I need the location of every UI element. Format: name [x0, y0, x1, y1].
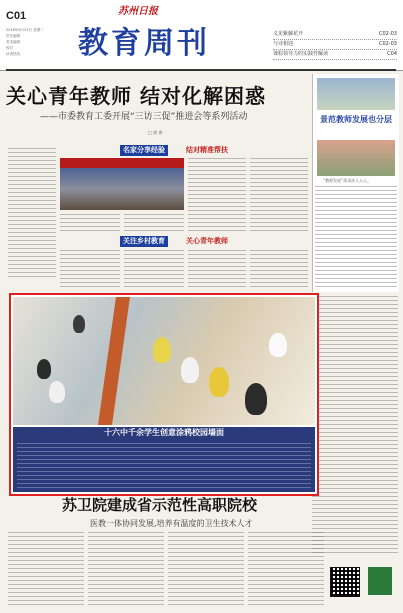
student: [181, 357, 199, 383]
section-label-famous: 名家分享经验: [120, 145, 168, 156]
date-line: 美术编辑: [6, 40, 20, 44]
body-text-block: [188, 250, 246, 290]
feature-photo: [13, 297, 315, 425]
toc-item[interactable]: 义见紫藤花开 C02-03: [273, 30, 397, 40]
body-text-block: [124, 214, 184, 234]
body-text-block: [8, 148, 56, 278]
date-line: 责任编辑: [6, 34, 20, 38]
body-text-block: [248, 532, 324, 608]
date-line: 读者热线: [6, 52, 20, 56]
feature-title: 十六中千余学生创意涂鸦校园墙面: [13, 427, 315, 439]
body-text-block: [188, 158, 246, 234]
date-line: 2016年6月23日 星期二: [6, 28, 44, 32]
student: [209, 367, 229, 397]
side-photo: [317, 140, 395, 176]
body-text-block: [315, 186, 397, 290]
body-text-block: [8, 532, 84, 608]
date-line: 校对: [6, 46, 13, 50]
paper-logo: 苏州日报: [118, 6, 158, 17]
page-header: [0, 0, 403, 71]
feature-story[interactable]: [9, 293, 319, 496]
lead-subheadline: ——市委教育工委开展“三访三促”推进会等系列活动: [40, 112, 248, 122]
lead-headline: 关心青年教师 结对化解困惑: [6, 84, 266, 108]
student: [153, 337, 171, 363]
side-caption: “教师发展”需求涉入人心。: [323, 178, 372, 183]
date-info: [6, 27, 68, 57]
page-number: C01: [6, 10, 27, 22]
section-label-rural: 关注乡村教育: [120, 236, 168, 247]
body-text-block: [124, 250, 184, 290]
qr-code-icon[interactable]: [330, 567, 360, 597]
toc-item[interactable]: 课程领导力的实践性解读 C04: [273, 50, 397, 60]
section-title: 教育周刊: [78, 26, 210, 61]
side-title: 景范教师发展也分层: [320, 115, 392, 124]
student: [269, 333, 287, 357]
body-text-block: [312, 296, 398, 556]
side-photo: [317, 78, 395, 110]
lead-byline: □ 唐 善: [148, 130, 163, 135]
body-text-block: [17, 443, 311, 489]
student: [49, 381, 65, 403]
bottom-headline: 苏卫院建成省示范性高职院校: [62, 496, 258, 514]
student: [73, 315, 85, 333]
section-label-young: 关心青年教师: [186, 237, 228, 245]
meeting-photo: [60, 158, 184, 210]
section-label-pairing: 结对精准帮扶: [186, 146, 228, 154]
student: [245, 383, 267, 415]
body-text-block: [60, 250, 120, 290]
table-of-contents: [273, 30, 397, 60]
toc-item[interactable]: 与诗相迎 C02-03: [273, 40, 397, 50]
body-text-block: [250, 250, 308, 290]
body-text-block: [250, 158, 308, 234]
app-logo-icon: [368, 567, 392, 595]
student: [37, 359, 51, 379]
body-text-block: [168, 532, 244, 608]
feature-text: [13, 439, 315, 492]
header-rule: [6, 69, 396, 71]
stair-rail: [98, 297, 130, 425]
bottom-subheadline: 医教一体协同发展,培养有温度的卫生技术人才: [90, 519, 253, 528]
body-text-block: [60, 214, 120, 234]
body-text-block: [88, 532, 164, 608]
side-panel: [312, 74, 399, 292]
